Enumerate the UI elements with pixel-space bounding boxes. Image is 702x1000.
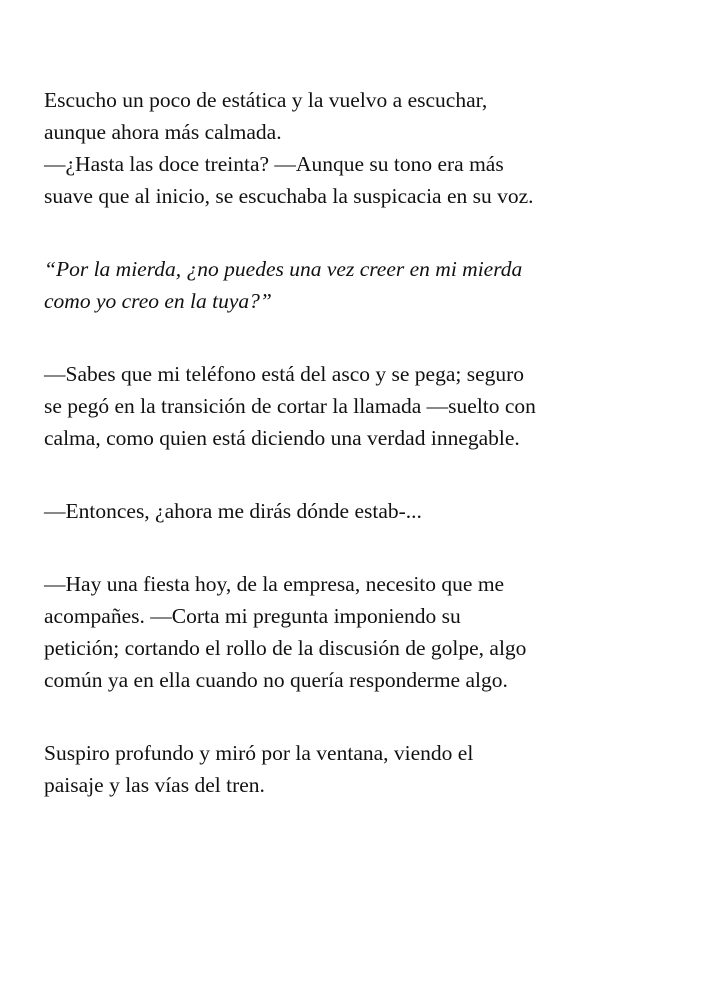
text-line: —Entonces, ¿ahora me dirás dónde estab-...: [44, 499, 422, 523]
paragraph-italic-thought: [44, 253, 664, 317]
text-line: suave que al inicio, se escuchaba la suspicacia en su voz.: [44, 184, 534, 208]
paragraph-window: [44, 737, 664, 801]
paragraph-spacer: [44, 212, 664, 253]
text-line: Suspiro profundo y miró por la ventana, viendo el: [44, 741, 474, 765]
paragraph-question: [44, 495, 664, 527]
text-line: aunque ahora más calmada.: [44, 120, 282, 144]
paragraph-spacer: [44, 696, 664, 737]
text-line: se pegó en la transición de cortar la llamada —suelto con: [44, 394, 536, 418]
paragraph-spacer: [44, 317, 664, 358]
text-line: como yo creo en la tuya?”: [44, 289, 272, 313]
document-page: [44, 84, 664, 801]
text-line: —¿Hasta las doce treinta? —Aunque su tono era más: [44, 152, 504, 176]
text-line: —Hay una fiesta hoy, de la empresa, necesito que me: [44, 572, 505, 596]
paragraph-party: [44, 568, 664, 696]
text-line: Escucho un poco de estática y la vuelvo a escuchar,: [44, 88, 488, 112]
paragraph-spacer: [44, 454, 664, 495]
text-line: acompañes. —Corta mi pregunta imponiendo su: [44, 604, 461, 628]
paragraph-phone-excuse: [44, 358, 664, 454]
text-line: petición; cortando el rollo de la discusión de golpe, algo: [44, 636, 527, 660]
text-line: paisaje y las vías del tren.: [44, 773, 265, 797]
paragraph-static-call: [44, 84, 664, 212]
text-line: calma, como quien está diciendo una verdad innegable.: [44, 426, 520, 450]
text-line: “Por la mierda, ¿no puedes una vez creer en mi mierda: [44, 257, 523, 281]
text-line: común ya en ella cuando no quería responderme algo.: [44, 668, 508, 692]
paragraph-spacer: [44, 527, 664, 568]
text-line: —Sabes que mi teléfono está del asco y se pega; seguro: [44, 362, 525, 386]
